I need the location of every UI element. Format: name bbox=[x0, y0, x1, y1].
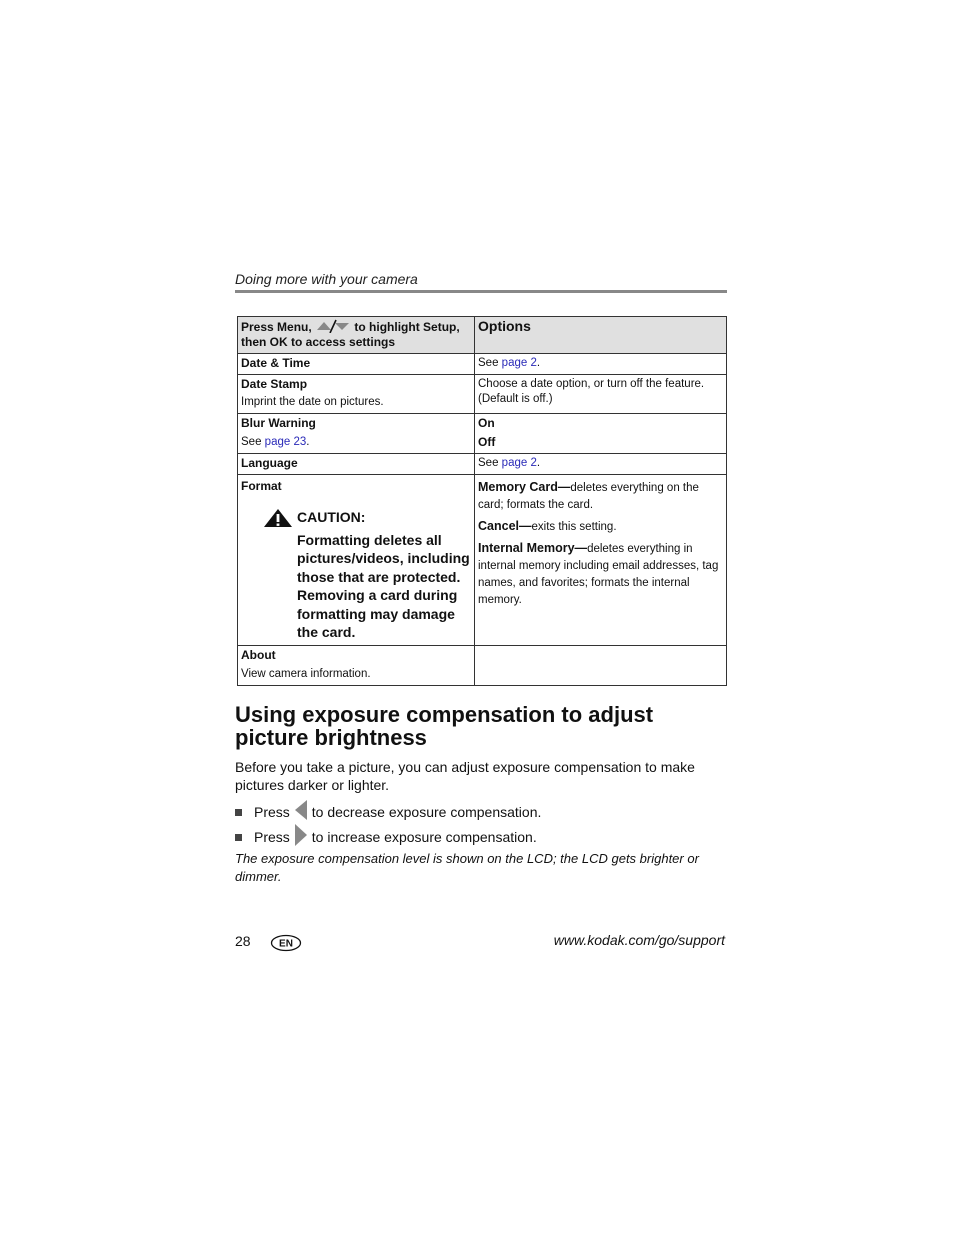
setting-name: Format bbox=[241, 479, 282, 493]
table-row bbox=[238, 414, 727, 454]
page-link[interactable]: page 2 bbox=[501, 457, 537, 469]
setting-option: See page 2. bbox=[475, 454, 727, 475]
intro-paragraph: Before you take a picture, you can adjust exposure compensation to make pictures darker or lighter. bbox=[235, 759, 695, 793]
language-badge bbox=[270, 934, 302, 957]
format-option: Memory Card—deletes everything on the card; formats the card. bbox=[478, 480, 699, 511]
setting-option: See page 2. bbox=[475, 354, 727, 375]
setting-option bbox=[475, 414, 727, 454]
setting-description: Imprint the date on pictures. bbox=[241, 396, 384, 408]
setting-option bbox=[475, 645, 727, 685]
format-option: Internal Memory—deletes everything in internal memory including email addresses, tag names, and favorites; formats the internal memory. bbox=[478, 541, 719, 606]
left-arrow-icon bbox=[290, 800, 312, 824]
list-item: Press to decrease exposure compensation. bbox=[235, 800, 541, 824]
section-heading: Using exposure compensation to adjust picture brightness bbox=[235, 702, 654, 750]
table-row bbox=[238, 454, 727, 475]
bullet-square bbox=[235, 809, 242, 816]
setting-cell bbox=[238, 375, 475, 414]
section-title: Doing more with your camera bbox=[235, 271, 727, 293]
table-row bbox=[238, 645, 727, 685]
option-on: On bbox=[478, 416, 495, 430]
col1-header bbox=[238, 317, 475, 354]
table-row bbox=[238, 475, 727, 646]
col2-header: Options bbox=[475, 317, 727, 354]
setting-name: Language bbox=[238, 454, 475, 475]
setting-description: View camera information. bbox=[241, 667, 371, 680]
list-item: Press to increase exposure compensation. bbox=[235, 824, 537, 850]
caution-block bbox=[263, 508, 471, 642]
caution-text: Formatting deletes all pictures/videos, including those that are protected. Removing a card during formatting may damage the card. bbox=[297, 531, 470, 640]
table-header-row bbox=[238, 317, 727, 354]
lcd-note: The exposure compensation level is shown on the LCD; the LCD gets brighter or dimmer. bbox=[235, 851, 699, 884]
caution-label: CAUTION: bbox=[297, 509, 366, 525]
up-down-arrows-icon bbox=[315, 320, 354, 334]
setting-name: About bbox=[241, 647, 276, 662]
setting-option: Choose a date option, or turn off the feature. (Default is off.) bbox=[475, 375, 727, 414]
setting-name: Blur Warning bbox=[241, 416, 316, 430]
format-option: Cancel—exits this setting. bbox=[478, 519, 617, 533]
settings-table bbox=[237, 316, 727, 686]
header-ok-access: then OK to access settings bbox=[241, 335, 396, 349]
page-link[interactable]: page 23 bbox=[264, 436, 307, 448]
svg-text:EN: EN bbox=[279, 938, 293, 950]
right-arrow-icon bbox=[290, 824, 312, 850]
header-highlight-setup: to highlight Setup, bbox=[354, 320, 460, 334]
setting-cell bbox=[238, 475, 475, 646]
setting-cell bbox=[238, 645, 475, 685]
setting-description: See page 23. bbox=[241, 436, 310, 448]
bullet-square bbox=[235, 834, 242, 841]
page-number: 28 bbox=[235, 933, 251, 949]
support-url[interactable]: www.kodak.com/go/support bbox=[553, 932, 725, 948]
header-press-menu: Press Menu, bbox=[241, 320, 312, 334]
table-row bbox=[238, 354, 727, 375]
warning-icon bbox=[263, 508, 297, 642]
setting-name: Date Stamp bbox=[241, 377, 308, 391]
setting-cell bbox=[238, 414, 475, 454]
table-row bbox=[238, 375, 727, 414]
page-link[interactable]: page 2 bbox=[501, 357, 537, 369]
setting-option bbox=[475, 475, 727, 646]
setting-name: Date & Time bbox=[238, 354, 475, 375]
option-off: Off bbox=[478, 435, 496, 449]
